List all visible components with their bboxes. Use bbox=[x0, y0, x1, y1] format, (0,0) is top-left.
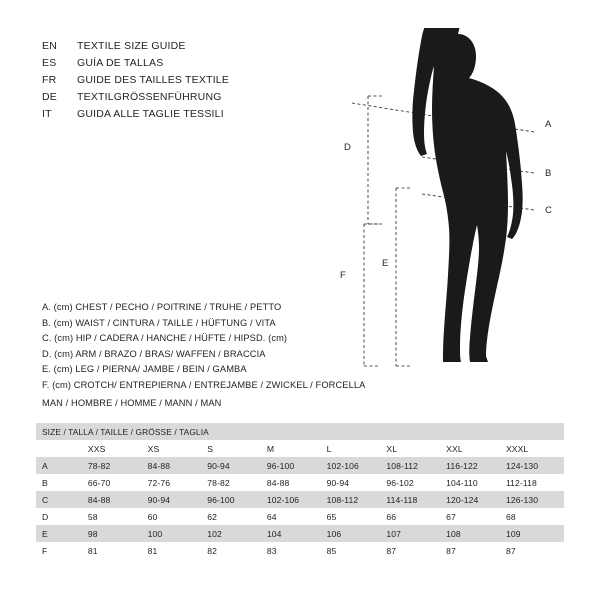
table-cell: 104 bbox=[265, 525, 325, 542]
dimension-label-f: F bbox=[340, 270, 346, 281]
title-lang-fr: FR bbox=[42, 74, 57, 86]
table-cell: 84-88 bbox=[265, 474, 325, 491]
title-row bbox=[42, 55, 342, 72]
table-caption-row bbox=[36, 423, 564, 440]
legend-line-c: C. (cm) HIP / CADERA / HANCHE / HÜFTE / HIPSD. (cm) bbox=[42, 333, 288, 344]
table-cell: 106 bbox=[325, 525, 385, 542]
table-cell: 64 bbox=[265, 508, 325, 525]
table-cell: 108-112 bbox=[325, 491, 385, 508]
title-row bbox=[42, 89, 342, 106]
table-cell: 102-106 bbox=[265, 491, 325, 508]
table-cell: 60 bbox=[146, 508, 206, 525]
row-label: A bbox=[36, 457, 86, 474]
dimension-label-d: D bbox=[344, 142, 351, 153]
table-cell: 100 bbox=[146, 525, 206, 542]
table-cell: 72-76 bbox=[146, 474, 206, 491]
table-cell: 107 bbox=[384, 525, 444, 542]
title-text-en: TEXTILE SIZE GUIDE bbox=[77, 40, 186, 52]
title-row bbox=[42, 106, 342, 123]
dimension-bracket-e bbox=[396, 188, 410, 366]
table-cell: 109 bbox=[504, 525, 564, 542]
table-cell: 58 bbox=[86, 508, 146, 525]
table-cell: 81 bbox=[86, 542, 146, 559]
table-cell: 68 bbox=[504, 508, 564, 525]
row-label: B bbox=[36, 474, 86, 491]
title-lang-en: EN bbox=[42, 40, 57, 52]
legend-line-a: A. (cm) CHEST / PECHO / POITRINE / TRUHE / PETTO bbox=[42, 302, 282, 312]
table-cell: 112-118 bbox=[504, 474, 564, 491]
table-cell: 78-82 bbox=[86, 457, 146, 474]
table-header-cell: XXS bbox=[86, 440, 146, 457]
table-cell: 96-102 bbox=[384, 474, 444, 491]
legend-line-d: D. (cm) ARM / BRAZO / BRAS/ WAFFEN / BRACCIA bbox=[42, 348, 266, 359]
table-cell: 65 bbox=[325, 508, 385, 525]
table-row bbox=[36, 542, 564, 559]
table-cell: 67 bbox=[444, 508, 504, 525]
table-header-cell: M bbox=[265, 440, 325, 457]
table-cell: 116-122 bbox=[444, 457, 504, 474]
table-header-cell: XXXL bbox=[504, 440, 564, 457]
table-cell: 84-88 bbox=[86, 491, 146, 508]
row-label: D bbox=[36, 508, 86, 525]
table-row bbox=[36, 457, 564, 474]
table-caption: SIZE / TALLA / TAILLE / GRÖSSE / TAGLIA bbox=[36, 423, 564, 440]
legend-line-f: F. (cm) CROTCH/ ENTREPIERNA / ENTREJAMBE / ZWICKEL / FORCELLA bbox=[42, 379, 366, 390]
table-cell: 126-130 bbox=[504, 491, 564, 508]
title-row bbox=[42, 38, 342, 55]
table-cell: 87 bbox=[504, 542, 564, 559]
table-cell: 102-106 bbox=[325, 457, 385, 474]
table-cell: 96-100 bbox=[265, 457, 325, 474]
table-cell: 84-88 bbox=[146, 457, 206, 474]
table-header-cell: L bbox=[325, 440, 385, 457]
table-cell: 108-112 bbox=[384, 457, 444, 474]
gender-label: MAN / HOMBRE / HOMME / MANN / MAN bbox=[42, 398, 222, 408]
table-cell: 90-94 bbox=[205, 457, 265, 474]
title-lang-es: ES bbox=[42, 57, 57, 69]
table-cell: 98 bbox=[86, 525, 146, 542]
table-cell: 124-130 bbox=[504, 457, 564, 474]
legend-line-e: E. (cm) LEG / PIERNA/ JAMBE / BEIN / GAMBA bbox=[42, 364, 247, 375]
table-cell: 81 bbox=[146, 542, 206, 559]
row-label: F bbox=[36, 542, 86, 559]
table-cell: 87 bbox=[384, 542, 444, 559]
table-cell: 83 bbox=[265, 542, 325, 559]
table-header-cell bbox=[36, 440, 86, 457]
table-cell: 82 bbox=[205, 542, 265, 559]
table-cell: 90-94 bbox=[325, 474, 385, 491]
size-table bbox=[36, 423, 564, 559]
table-cell: 66 bbox=[384, 508, 444, 525]
dimension-label-c: C bbox=[545, 205, 552, 216]
title-text-es: GUÍA DE TALLAS bbox=[77, 57, 164, 69]
dimension-label-b: B bbox=[545, 168, 552, 179]
table-header-cell: S bbox=[205, 440, 265, 457]
table-header-cell: XS bbox=[146, 440, 206, 457]
table-row bbox=[36, 508, 564, 525]
table-cell: 114-118 bbox=[384, 491, 444, 508]
table-header-row bbox=[36, 440, 564, 457]
size-table-wrapper bbox=[36, 423, 564, 559]
table-cell: 85 bbox=[325, 542, 385, 559]
title-row bbox=[42, 72, 342, 89]
title-lang-de: DE bbox=[42, 91, 57, 103]
title-text-fr: GUIDE DES TAILLES TEXTILE bbox=[77, 74, 230, 86]
dimension-label-a: A bbox=[545, 119, 552, 130]
table-cell: 96-100 bbox=[205, 491, 265, 508]
table-row bbox=[36, 491, 564, 508]
title-text-it: GUIDA ALLE TAGLIE TESSILI bbox=[77, 108, 224, 120]
table-header-cell: XXL bbox=[444, 440, 504, 457]
title-block bbox=[42, 38, 342, 123]
table-cell: 90-94 bbox=[146, 491, 206, 508]
table-row bbox=[36, 525, 564, 542]
table-cell: 104-110 bbox=[444, 474, 504, 491]
legend-line-b: B. (cm) WAIST / CINTURA / TAILLE / HÜFTUNG / VITA bbox=[42, 317, 276, 328]
title-lang-it: IT bbox=[42, 108, 52, 120]
table-cell: 78-82 bbox=[205, 474, 265, 491]
table-cell: 62 bbox=[205, 508, 265, 525]
table-cell: 66-70 bbox=[86, 474, 146, 491]
measurement-legend bbox=[42, 300, 372, 394]
row-label: E bbox=[36, 525, 86, 542]
row-label: C bbox=[36, 491, 86, 508]
table-header-cell: XL bbox=[384, 440, 444, 457]
table-row bbox=[36, 474, 564, 491]
table-cell: 108 bbox=[444, 525, 504, 542]
table-cell: 102 bbox=[205, 525, 265, 542]
title-text-de: TEXTILGRÖSSENFÜHRUNG bbox=[77, 91, 222, 103]
dimension-bracket-d bbox=[368, 96, 382, 224]
table-cell: 120-124 bbox=[444, 491, 504, 508]
dimension-label-e: E bbox=[382, 258, 389, 269]
table-cell: 87 bbox=[444, 542, 504, 559]
